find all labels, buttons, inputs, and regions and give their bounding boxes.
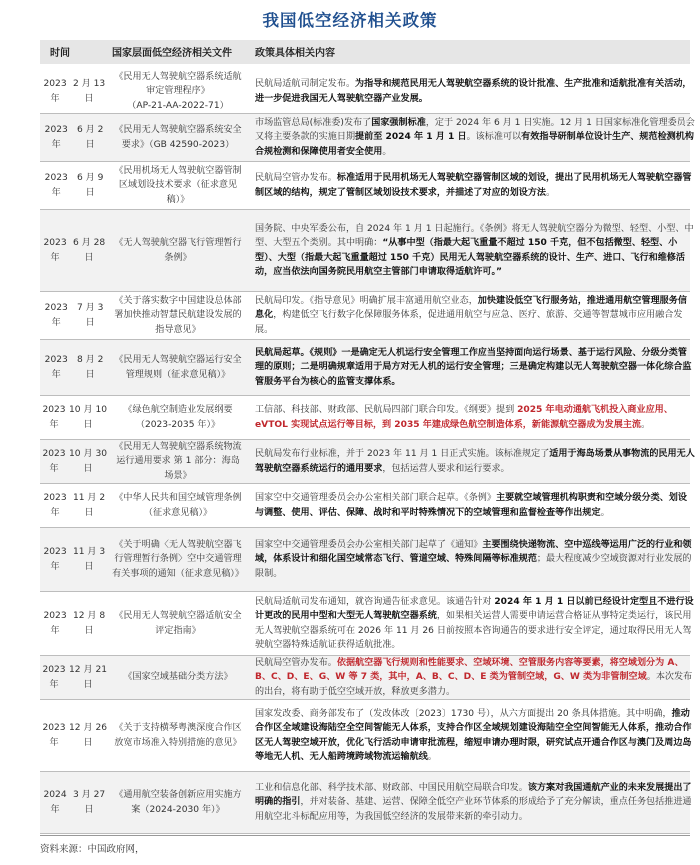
row-time: 2023 年 10 月 10 日: [42, 405, 108, 430]
row-time: 2023 年 6 月 2 日: [44, 125, 104, 150]
row-document: 《通用航空装备创新应用实施方案（2024-2030 年）》: [114, 790, 242, 815]
row-time: 2023 年 12 月 26 日: [42, 723, 108, 748]
row-content: 民航局适航司制定发布。为指导和规范民用无人驾驶航空器系统的设计批准、生产批准和适航批准有关活动，进一步促进我国无人驾驶航空器产业发展。: [255, 79, 692, 104]
row-time: 2023 年 6 月 28 日: [43, 238, 106, 263]
table-row: [40, 656, 693, 700]
page-title: 我国低空经济相关政策: [262, 11, 438, 30]
row-time: 2023 年 11 月 2 日: [43, 493, 106, 518]
table-row: [40, 162, 690, 210]
table-row: [40, 210, 694, 292]
row-time: 2023 年 2 月 13 日: [43, 79, 106, 104]
table-header: [40, 40, 690, 64]
row-document: 《国家空域基础分类方法》: [123, 672, 233, 683]
table-row: [40, 484, 690, 528]
row-time: 2023 年 6 月 9 日: [44, 173, 104, 198]
row-content: 工信部、科技部、财政部、民航局四部门联合印发。《纲要》提到 2025 年电动通航飞机投入商业应用、eVTOL 实现试点运行等目标，到 2035 年建成绿色航空制造体系，新能源航空器成为发展主流。: [255, 405, 673, 430]
row-document: 《关于落实数字中国建设总体部署加快推动智慧民航建设发展的指导意见》: [114, 296, 242, 335]
row-content: 国家空中交通管理委员会办公室相关部门起草了《通知》主要围绕快递物流、空中巡线等运用广泛的行业和领域，体系设计和细化国空域常态飞行、管道空域、特殊间隔等标准规范；最大程度减少空域资源对行业发展的限制。: [255, 540, 692, 579]
row-time: 2023 年 7 月 3 日: [44, 303, 104, 328]
table-row: [40, 114, 695, 162]
row-document: 《绿色航空制造业发展纲要（2023-2035 年）》: [123, 405, 233, 430]
header-time: 时间: [50, 48, 70, 59]
row-content: 民航局发布行业标准，并于 2023 年 11 月 1 日正式实施。该标准规定了适用于海岛场景从事物流的民用无人驾驶航空器系统运行的通用要求，包括运营人要求和运行要求。: [255, 449, 695, 474]
row-document: 《民用无人驾驶航空器运行安全管理规则（征求意见稿）》: [114, 355, 242, 380]
row-document: 《民用无人驾驶航空器系统安全要求》（GB 42590-2023）: [114, 125, 242, 150]
row-time: 2024 年 3 月 27 日: [43, 790, 106, 815]
row-content: 国家空中交通管理委员会办公室相关部门联合起草。《条例》主要就空域管理机构职责和空域分级分类、划设与调整、使用、评估、保障、战时和平时特殊情况下的空域管理和监督检查等作出规定。: [255, 493, 687, 518]
table-row: [40, 292, 690, 340]
table-body: [40, 70, 695, 834]
row-document: 《民用机场无人驾驶航空器管制区域划设技术要求（征求意见稿）》: [114, 166, 242, 205]
row-content: 国务院、中央军委公布，自 2024 年 1 月 1 日起施行。《条例》将无人驾驶航空器分为微型、轻型、小型、中型、大型五个类别。其中明确：“从事中型（指最大起飞重量不超过 150 千克，但不包括微型、轻型、小型）、大型（指最大起飞重量超过 150 千克）民用无人驾驶航空器系统的设计、生产、进口、飞行和维修活动，应当依法向国务院民用航空主管部门申请取得适航许可。”: [255, 223, 694, 277]
row-content: 民航局空管办发布。依据航空器飞行规则和性能要求、空域环境、空管服务内容等要素，将空域划分为 A、B、C、D、E、G、W 等 7 类，其中，A、B、C、D、E 类为管制空域，G、W 类为非管制空域。本次发布的出台，将有助于低空空域开放，释放更多潜力。: [255, 658, 693, 697]
row-document: 《民用无人驾驶航空器系统物流运行通用要求 第 1 部分：海岛场景》: [114, 442, 242, 481]
row-document: 《关于明确〈无人驾驶航空器飞行管理暂行条例〉空中交通管理有关事项的通知（征求意见稿）》: [112, 540, 244, 579]
row-time: 2023 年 12 月 21 日: [42, 665, 108, 690]
row-content: 国家发改委、商务部发布了（发改体改〔2023〕1730 号），从六方面提出 20 条具体措施。其中明确，推动合作区全域建设海陆空全空间智能无人体系，支持合作区全域规划建设海陆空全空间智能无人体系，推动合作区无人驾驶空域开放，优化飞行活动申请审批流程，缩短申请办理时限，研究试点开通合作区与澳门及周边岛等地无人机、无人船跨境跨域物流运输航线。: [255, 708, 692, 762]
table-row: [40, 340, 690, 396]
row-document: 《中华人民共和国空域管理条例（征求意见稿）》: [114, 493, 242, 518]
row-time: 2023 年 12 月 8 日: [43, 611, 106, 636]
header-content: 政策具体相关内容: [255, 48, 335, 59]
row-content: 民航局空管办发布。标准适用于民用机场无人驾驶航空器管制区域的划设，提出了民用机场无人驾驶航空器管制区域的结构，规定了管制区域划设技术要求，并描述了对应的划设方法。: [255, 173, 692, 198]
row-document: 《无人驾驶航空器飞行管理暂行条例》: [114, 238, 242, 263]
table-row: [40, 700, 690, 772]
table-row: [40, 440, 695, 484]
table-row: [40, 528, 690, 592]
source-note: 资料来源：中国政府网，: [40, 844, 145, 855]
row-time: 2023 年 10 月 30 日: [42, 449, 108, 474]
table-row: [40, 70, 690, 114]
table-row: [40, 592, 694, 656]
header-document: 国家层面低空经济相关文件: [112, 48, 232, 59]
row-document: 《民用无人驾驶航空器适航安全评定指南》: [114, 611, 242, 636]
table-row: [40, 396, 690, 440]
row-time: 2023 年 8 月 2 日: [44, 355, 104, 380]
row-content: 市场监管总局(标准委)发布了国家强制标准，定于 2024 年 6 月 1 日实施。12 月 1 日国家标准化管理委员会又将主要条款的实施日期提前至 2024 年 1 月 1 日。该标准可以有效指导研制单位设计生产、规范检测机构合规检测和保障使用者安全使用。: [255, 118, 695, 157]
row-content: 工业和信息化部、科学技术部、财政部、中国民用航空局联合印发。该方案对我国通航产业的未来发展提出了明确的指引，并对装备、基建、运营、保障全低空产业环节体系的形成给予了充分解读，重点任务包括推进通用航空北斗标配应用等，为我国低空经济的发展带来新的牵引动力。: [255, 783, 692, 822]
footer-divider: [40, 835, 690, 836]
row-content: 民航局印发。《指导意见》明确扩展丰富通用航空业态，加快建设低空飞行服务站，推进通用航空管理服务信息化，构建低空飞行数字化保障服务体系，促进通用航空与应急、医疗、旅游、交通等智慧城市应用融合发展。: [255, 296, 687, 335]
row-document: 《关于支持横琴粤澳深度合作区放宽市场准入特别措施的意见》: [114, 723, 242, 748]
row-time: 2023 年 11 月 3 日: [43, 547, 106, 572]
row-content: 民航局适航司发布通知，就咨询通告征求意见。该通告针对 2024 年 1 月 1 日以前已经设计定型且不进行设计更改的民用中型和大型无人驾驶航空器系统，如果相关运营人需要申请运营合格证从事特定类运行，该民用无人驾驶航空器系统可在 2026 年 11 月 26 日前按照本咨询通告的要求进行安全评定，通过取得民用无人驾驶航空器特殊适航证获得适航批准。: [255, 596, 694, 650]
table-row: [40, 772, 690, 834]
row-document: 《民用无人驾驶航空器系统适航审定管理程序》 （AP-21-AA-2022-71）: [114, 72, 242, 111]
row-content: 民航局起草。《规则》一是确定无人机运行安全管理工作应当坚持面向运行场景、基于运行风险、分级分类管理的原则；二是明确规章适用于局方对无人机的运行安全管理；三是确定构建以无人驾驶航空器一体化综合监管服务平台为核心的监管支撑体系。: [255, 348, 692, 387]
